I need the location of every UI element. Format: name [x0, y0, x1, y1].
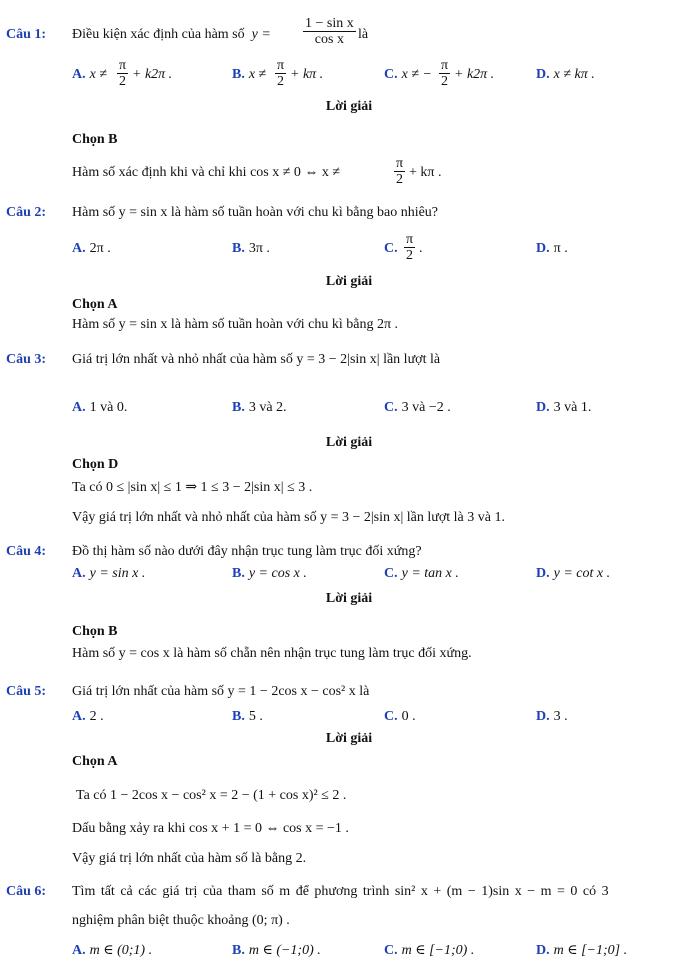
option-letter: A. [72, 241, 86, 256]
option-letter: C. [384, 943, 398, 958]
question-text-prefix: Điều kiện xác định của hàm số [72, 27, 245, 42]
option-math: + kπ . [290, 67, 324, 82]
question-label: Câu 3: [6, 352, 47, 367]
question-label: Câu 5: [6, 684, 47, 699]
option-b[interactable] [232, 66, 266, 84]
option-b[interactable] [232, 399, 287, 417]
solution-heading: Lời giải [325, 731, 373, 746]
option-letter: A. [72, 400, 86, 415]
option-a[interactable] [72, 399, 127, 417]
option-math: m ∈ [−1;0] . [553, 943, 628, 958]
question-text [72, 26, 271, 44]
option-letter: A. [72, 566, 86, 581]
math-fraction [439, 58, 450, 89]
solution-text: Vậy giá trị lớn nhất và nhỏ nhất của hàm số y = 3 − 2|sin x| lần lượt là 3 và 1. [72, 510, 505, 525]
solution-text: Hàm số y = cos x là hàm số chẵn nên nhận trục tung làm trục đối xứng. [72, 646, 472, 661]
option-a[interactable] [72, 565, 145, 583]
option-math: x ≠ kπ . [553, 67, 595, 82]
option-letter: D. [536, 241, 550, 256]
option-b[interactable] [232, 240, 270, 258]
option-d[interactable] [536, 66, 595, 84]
option-a[interactable] [72, 708, 104, 726]
option-letter: A. [72, 943, 86, 958]
options-row [0, 232, 698, 270]
question-text: Giá trị lớn nhất của hàm số y = 1 − 2cos x − cos² x là [72, 684, 370, 699]
option-d[interactable] [536, 565, 610, 583]
option-math: m ∈ (−1;0) . [248, 943, 321, 958]
fraction-numerator: π [406, 232, 414, 247]
option-letter: D. [536, 709, 550, 724]
math-fraction [117, 58, 128, 89]
option-text: 1 và 0. [89, 400, 128, 415]
option-letter: B. [232, 241, 245, 256]
option-math: y = sin x . [89, 566, 146, 581]
option-letter: D. [536, 400, 550, 415]
option-letter: C. [384, 709, 398, 724]
option-a[interactable] [72, 942, 152, 960]
option-letter: B. [232, 943, 245, 958]
math-fraction [404, 232, 415, 263]
question-text: Hàm số y = sin x là hàm số tuần hoàn với chu kì bằng bao nhiêu? [72, 205, 439, 220]
answer-choice: Chọn B [72, 624, 118, 639]
option-letter: B. [232, 566, 245, 581]
option-math: y = cos x . [248, 566, 307, 581]
option-text: 5 . [248, 709, 263, 724]
option-c[interactable] [384, 240, 402, 258]
option-math: 2π . [89, 241, 111, 256]
question-text: Đồ thị hàm số nào dưới đây nhận trục tung làm trục đối xứng? [72, 544, 422, 559]
question-1 [0, 16, 698, 56]
fraction-denominator: 2 [277, 74, 285, 89]
option-text: 3 . [553, 709, 568, 724]
option-math: m ∈ (0;1) . [89, 943, 153, 958]
question-text: Giá trị lớn nhất và nhỏ nhất của hàm số y = 3 − 2|sin x| lần lượt là [72, 352, 441, 367]
option-letter: B. [232, 67, 245, 82]
solution-text: Hàm số xác định khi và chỉ khi cos x ≠ 0 ⇔ x ≠ [72, 165, 341, 180]
solution-text: Hàm số y = sin x là hàm số tuần hoàn với chu kì bằng 2π . [72, 317, 399, 332]
answer-choice: Chọn D [72, 457, 119, 472]
question-label: Câu 2: [6, 205, 47, 220]
option-c[interactable] [384, 708, 416, 726]
answer-choice: Chọn A [72, 297, 118, 312]
solution-text: Vậy giá trị lớn nhất của hàm số là bằng 2. [72, 851, 307, 866]
option-letter: C. [384, 241, 398, 256]
answer-choice: Chọn B [72, 132, 118, 147]
solution-text: Ta có 0 ≤ |sin x| ≤ 1 ⇒ 1 ≤ 3 − 2|sin x| ≤ 3 . [72, 480, 313, 495]
solution-heading: Lời giải [325, 99, 373, 114]
fraction-numerator: 1 − sin x [305, 16, 354, 31]
fraction-denominator: 2 [441, 74, 449, 89]
option-letter: D. [536, 943, 550, 958]
option-math: π . [553, 241, 568, 256]
option-math: 3π . [248, 241, 270, 256]
option-letter: C. [384, 566, 398, 581]
option-d[interactable] [536, 399, 591, 417]
question-label: Câu 6: [6, 884, 47, 899]
question-text-suffix: là [358, 27, 369, 42]
fraction-numerator: π [119, 58, 127, 73]
option-d[interactable] [536, 708, 568, 726]
option-letter: A. [72, 67, 86, 82]
answer-choice: Chọn A [72, 754, 118, 769]
solution-text: Ta có 1 − 2cos x − cos² x = 2 − (1 + cos x)² ≤ 2 . [76, 788, 347, 803]
option-text: 3 và −2 . [401, 400, 451, 415]
option-c[interactable] [384, 942, 474, 960]
question-label: Câu 4: [6, 544, 47, 559]
math-fraction [303, 16, 356, 47]
fraction-numerator: π [277, 58, 285, 73]
question-text-continued: nghiệm phân biệt thuộc khoảng (0; π) . [72, 913, 290, 928]
option-a[interactable] [72, 66, 107, 84]
fraction-numerator: π [441, 58, 449, 73]
fraction-numerator: π [396, 156, 404, 171]
option-math: . [419, 241, 423, 256]
options-row [0, 58, 698, 96]
option-text: 3 và 1. [553, 400, 592, 415]
math-y: y = [251, 27, 271, 42]
solution-heading: Lời giải [325, 274, 373, 289]
option-d[interactable] [536, 942, 627, 960]
fraction-denominator: 2 [406, 248, 414, 263]
fraction-denominator: 2 [119, 74, 127, 89]
option-math: y = tan x . [401, 566, 459, 581]
question-label: Câu 1: [6, 27, 47, 42]
option-b[interactable] [232, 708, 263, 726]
solution-text: Dấu bằng xảy ra khi cos x + 1 = 0 ⇔ cos x = −1 . [72, 821, 349, 836]
option-math: x ≠ [89, 67, 108, 82]
fraction-denominator: 2 [396, 172, 404, 187]
option-math: m ∈ [−1;0) . [401, 943, 475, 958]
solution-text: + kπ . [409, 165, 442, 180]
solution-line [0, 156, 698, 194]
solution-heading: Lời giải [325, 591, 373, 606]
option-b[interactable] [232, 565, 307, 583]
option-c[interactable] [384, 399, 451, 417]
option-letter: B. [232, 709, 245, 724]
option-letter: C. [384, 400, 398, 415]
option-letter: D. [536, 566, 550, 581]
math-fraction [394, 156, 405, 187]
question-text: Tìm tất cả các giá trị của tham số m để phương trình sin² x + (m − 1)sin x − m = 0 có 3 [72, 884, 609, 899]
option-c[interactable] [384, 565, 459, 583]
option-letter: C. [384, 67, 398, 82]
option-letter: B. [232, 400, 245, 415]
option-text: 2 . [89, 709, 104, 724]
option-letter: A. [72, 709, 86, 724]
fraction-denominator: cos x [314, 32, 344, 47]
solution-heading: Lời giải [325, 435, 373, 450]
option-text: 0 . [401, 709, 416, 724]
option-math: y = cot x . [553, 566, 611, 581]
option-b[interactable] [232, 942, 321, 960]
option-math: + k2π . [454, 67, 495, 82]
option-math: + k2π . [132, 67, 173, 82]
option-letter: D. [536, 67, 550, 82]
option-math: x ≠ [248, 67, 267, 82]
option-math: x ≠ − [401, 67, 432, 82]
option-d[interactable] [536, 240, 568, 258]
option-c[interactable] [384, 66, 432, 84]
math-fraction [275, 58, 286, 89]
option-a[interactable] [72, 240, 111, 258]
option-text: 3 và 2. [248, 400, 287, 415]
